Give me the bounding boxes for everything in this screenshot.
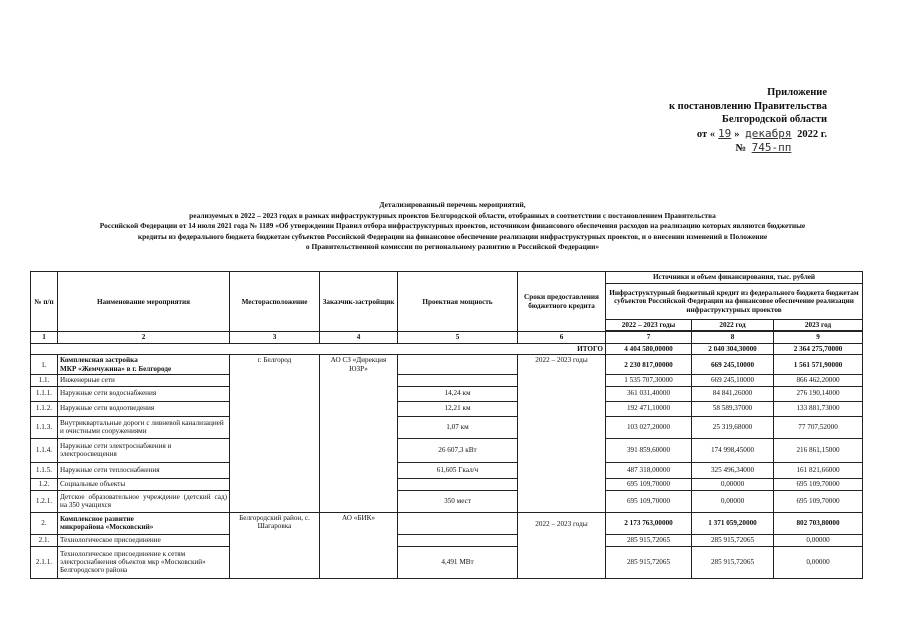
table-row xyxy=(31,534,863,546)
row-name: Наружные сети водоотведения xyxy=(58,401,230,416)
row-name: Наружные сети теплоснабжения xyxy=(58,462,230,478)
row-2022: 285 915,72065 xyxy=(692,534,774,546)
row-2023: 695 109,70000 xyxy=(774,478,863,490)
row-capacity-empty xyxy=(398,512,518,534)
date-day: 19 xyxy=(718,126,732,140)
title-line-3: Российской Федерации от 14 июля 2021 года № 1189 «Об утверждении Правил отбора инфраструктурных проектов, источником финансового обеспечения расходов на реализацию которых являются бюджетные xyxy=(99,221,806,230)
row-total: 2 230 817,00000 xyxy=(606,355,692,375)
table-row xyxy=(31,462,863,478)
row-total: 695 109,70000 xyxy=(606,478,692,490)
row-no: 1. xyxy=(31,355,58,375)
row-no: 1.1.5. xyxy=(31,462,58,478)
colnum-7: 7 xyxy=(606,332,692,343)
date-mid: » xyxy=(734,128,740,140)
column-numbers-row xyxy=(31,332,863,343)
row-no: 1.1.3. xyxy=(31,416,58,438)
colnum-5: 5 xyxy=(398,332,518,343)
colnum-2: 2 xyxy=(58,332,230,343)
row-2022: 285 915,72065 xyxy=(692,546,774,578)
date-prefix: от « xyxy=(696,128,716,140)
row-no: 2.1. xyxy=(31,534,58,546)
total-2023: 2 364 275,70000 xyxy=(774,343,863,354)
row-no: 1.2. xyxy=(31,478,58,490)
row-no: 1.1.4. xyxy=(31,438,58,462)
date-year: 2022 г. xyxy=(797,128,827,140)
row-2022: 174 998,45000 xyxy=(692,438,774,462)
row-name: Технологическое присоединение к сетям электроснабжения объектов мкр «Московский» Белгородского района xyxy=(58,546,230,578)
row-total: 192 471,10000 xyxy=(606,401,692,416)
row-location: г. Белгород xyxy=(230,355,320,512)
row-total: 695 109,70000 xyxy=(606,490,692,512)
row-2023: 161 821,66000 xyxy=(774,462,863,478)
appendix-number xyxy=(627,141,827,156)
row-2023: 802 703,80000 xyxy=(774,512,863,534)
total-label: ИТОГО xyxy=(31,343,606,354)
header-credit: Инфраструктурный бюджетный кредит из федерального бюджета бюджетам субъектов Российской Федерации на финансовое обеспечение реализации инфраструктурных проектов xyxy=(606,284,863,320)
row-2023: 77 707,52000 xyxy=(774,416,863,438)
row-total: 285 915,72065 xyxy=(606,534,692,546)
row-no: 2. xyxy=(31,512,58,534)
header-2023: 2023 год xyxy=(774,320,863,331)
appendix-line-2: к постановлению Правительства xyxy=(668,100,827,112)
row-2022: 84 841,26000 xyxy=(692,386,774,401)
table-row xyxy=(31,401,863,416)
document-title xyxy=(30,200,875,253)
row-location: Белгородский район, с. Шагаровка xyxy=(230,512,320,578)
row-capacity: 4,491 МВт xyxy=(398,546,518,578)
colnum-8: 8 xyxy=(692,332,774,343)
events-table xyxy=(30,271,863,579)
row-customer: АО «БИК» xyxy=(320,512,398,578)
row-name-part: Комплексное развитие xyxy=(60,514,134,523)
colnum-3: 3 xyxy=(230,332,320,343)
table-row xyxy=(31,490,863,512)
row-name: Социальные объекты xyxy=(58,478,230,490)
row-2022: 669 245,10000 xyxy=(692,375,774,386)
row-name: Наружные сети электроснабжения и электроосвещения xyxy=(58,438,230,462)
row-customer: АО СЗ «Дирекция ЮЗР» xyxy=(320,355,398,512)
header-name: Наименование мероприятия xyxy=(58,272,230,332)
row-name-part: микрорайона «Московский» xyxy=(60,523,154,532)
row-2022: 58 589,37000 xyxy=(692,401,774,416)
row-total: 391 859,60000 xyxy=(606,438,692,462)
row-total: 1 535 707,30000 xyxy=(606,375,692,386)
table-row xyxy=(31,512,863,534)
row-2023: 133 881,73000 xyxy=(774,401,863,416)
table-row xyxy=(31,546,863,578)
appendix-block xyxy=(627,86,827,156)
row-name: Детское образовательное учреждение (детский сад) на 350 учащихся xyxy=(58,490,230,512)
row-total: 103 027,20000 xyxy=(606,416,692,438)
title-line-4: кредиты из федерального бюджета бюджетам субъектов Российской Федерации на финансовое обеспечение реализации инфраструктурных проектов, и о внесении изменений в Положение xyxy=(137,231,768,241)
row-name: Инженерные сети xyxy=(58,375,230,386)
row-capacity: 61,605 Гкал/ч xyxy=(398,462,518,478)
total-2022: 2 040 304,30000 xyxy=(692,343,774,354)
table-row xyxy=(31,478,863,490)
table-row xyxy=(31,416,863,438)
date-month: декабря xyxy=(745,126,792,140)
table-row xyxy=(31,375,863,386)
row-name xyxy=(58,512,230,534)
row-name: Технологическое присоединение xyxy=(58,534,230,546)
row-2023: 0,00000 xyxy=(774,546,863,578)
total-sum: 4 404 580,00000 xyxy=(606,343,692,354)
row-capacity-empty xyxy=(398,534,518,546)
appendix-title: Приложение xyxy=(767,87,827,98)
row-2022: 325 496,34000 xyxy=(692,462,774,478)
row-total: 361 031,40000 xyxy=(606,386,692,401)
header-customer: Заказчик-застройщик xyxy=(320,272,398,332)
row-2022: 0,00000 xyxy=(692,490,774,512)
row-no: 1.1.1. xyxy=(31,386,58,401)
row-no: 1.2.1. xyxy=(31,490,58,512)
row-2022: 25 319,68000 xyxy=(692,416,774,438)
row-capacity-empty xyxy=(398,478,518,490)
table-row xyxy=(31,355,863,375)
header-no: № п/п xyxy=(31,272,58,332)
number-value: 745-пп xyxy=(751,141,792,154)
header-capacity: Проектная мощность xyxy=(398,272,518,332)
title-line-5: о Правительственной комиссии по региональному развитию в Российской Федерации» xyxy=(305,242,600,251)
row-2022: 0,00000 xyxy=(692,478,774,490)
colnum-4: 4 xyxy=(320,332,398,343)
row-capacity-empty xyxy=(398,375,518,386)
row-2023: 276 190,14000 xyxy=(774,386,863,401)
row-total: 487 318,00000 xyxy=(606,462,692,478)
row-2023: 0,00000 xyxy=(774,534,863,546)
row-capacity: 350 мест xyxy=(398,490,518,512)
row-2023: 216 861,15000 xyxy=(774,438,863,462)
appendix-date xyxy=(627,127,827,142)
total-row xyxy=(31,343,863,354)
row-name: Наружные сети водоснабжения xyxy=(58,386,230,401)
row-total: 285 915,72065 xyxy=(606,546,692,578)
row-2023: 695 109,70000 xyxy=(774,490,863,512)
row-no: 2.1.1. xyxy=(31,546,58,578)
header-period: Сроки предоставления бюджетного кредита xyxy=(518,272,606,332)
row-name: Внутриквартальные дороги с ливневой канализацией и очистными сооружениями xyxy=(58,416,230,438)
row-capacity: 12,21 км xyxy=(398,401,518,416)
row-2023: 1 561 571,90000 xyxy=(774,355,863,375)
header-2022: 2022 год xyxy=(692,320,774,331)
header-location: Месторасположение xyxy=(230,272,320,332)
row-period: 2022 – 2023 годы xyxy=(518,355,606,512)
row-capacity: 1,07 км xyxy=(398,416,518,438)
row-total: 2 173 763,00000 xyxy=(606,512,692,534)
header-sources: Источники и объем финансирования, тыс. рублей xyxy=(606,272,863,284)
table-row xyxy=(31,438,863,462)
row-2022: 1 371 059,20000 xyxy=(692,512,774,534)
colnum-1: 1 xyxy=(31,332,58,343)
row-no: 1.1. xyxy=(31,375,58,386)
row-name-part: Комплексная застройка xyxy=(60,356,138,365)
row-capacity-empty xyxy=(398,355,518,375)
title-line-2: реализуемых в 2022 – 2023 годах в рамках инфраструктурных проектов Белгородской области, отобранных в соответствии с постановлением Правительства xyxy=(189,210,716,220)
header-total: 2022 – 2023 годы xyxy=(606,320,692,331)
row-name-part: МКР «Жемчужина» в г. Белгороде xyxy=(60,364,172,373)
colnum-6: 6 xyxy=(518,332,606,343)
appendix-line-3: Белгородской области xyxy=(721,114,827,125)
colnum-9: 9 xyxy=(774,332,863,343)
row-2022: 669 245,10000 xyxy=(692,355,774,375)
row-no: 1.1.2. xyxy=(31,401,58,416)
row-2023: 866 462,20000 xyxy=(774,375,863,386)
row-capacity: 14,24 км xyxy=(398,386,518,401)
number-prefix: № xyxy=(735,143,746,154)
title-line-1: Детализированный перечень мероприятий, xyxy=(379,200,526,209)
row-name xyxy=(58,355,230,375)
table-row xyxy=(31,386,863,401)
row-period: 2022 – 2023 годы xyxy=(518,512,606,578)
row-capacity: 26 607,3 кВт xyxy=(398,438,518,462)
